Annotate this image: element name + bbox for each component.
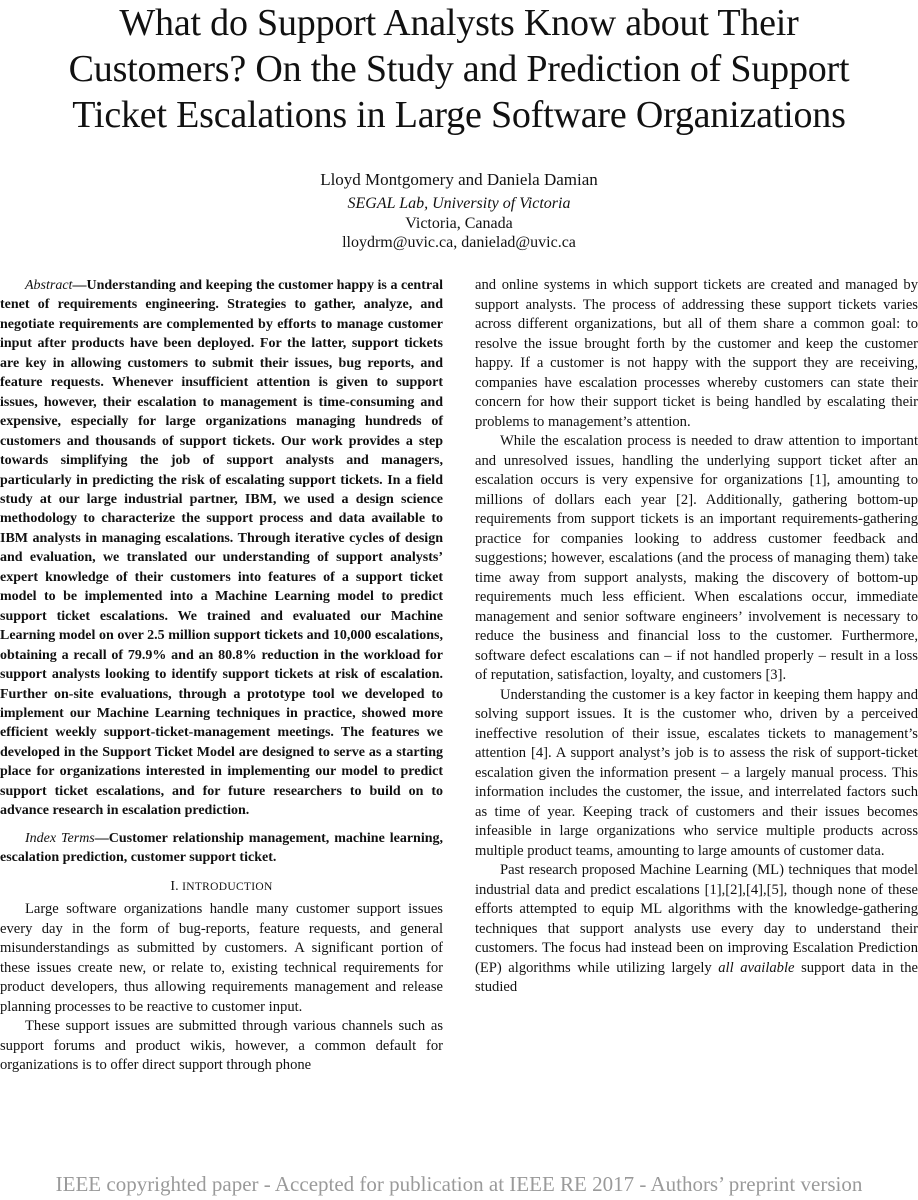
text-run: support data in the studied	[475, 959, 918, 995]
index-terms-label: Index Terms	[25, 830, 95, 846]
emphasis-text: all available	[718, 959, 795, 976]
abstract-text: —Understanding and keeping the customer happy is a central tenet of requirements engineering. Strategies to gather, analyze, and negotiate requirements are complemented by efforts to manage customer input after products have been deployed. For the latter, support tickets are key in allowing customers to submit their issues, bug reports, and feature requests. Whenever insufficient attention is given to support issues, however, their escalation to management is time-consuming and expensive, especially for large organizations managing hundreds of customers and thousands of support tickets. Our work provides a step towards simplifying the job of support analysts and managers, particularly in predicting the risk of escalating support tickets. In a field study at our large industrial partner, IBM, we used a design science methodology to characterize the support process and data available to IBM analysts in managing escalations. Through iterative cycles of design and evaluation, we translated our understanding of support analysts’ expert knowledge of their customers into features of a support ticket model to be implemented into a Machine Learning model to predict support ticket escalations. We trained and evaluated our Machine Learning model on over 2.5 million support tickets and 10,000 escalations, obtaining a recall of 79.9% and an 80.8% reduction in the workload for support analysts looking to identify support tickets at risk of escalation. Further on-site evaluations, through a prototype tool we developed to implement our Machine Learning techniques in practice, showed more efficient weekly support-ticket-management meetings. The features we developed in the Support Ticket Model are designed to serve as a starting place for organizations interested in implementing our model to predict support ticket escalations, and for future researchers to build on to advance research in escalation prediction.	[0, 278, 443, 819]
body-paragraph-last	[475, 861, 918, 998]
body-paragraph: and online systems in which support tickets are created and managed by support analysts. The process of addressing these support tickets varies across different organizations, but all of them share a common goal: to resolve the issue brought forth by the customer and keep the customer happy. If a customer is not happy with the support they are receiving, companies have escalation processes whereby customers can state their concern for how their support ticket is being handled by escalating their problems to management’s attention.	[475, 277, 918, 430]
body-paragraph: While the escalation process is needed to draw attention to important and unresolved issues, handling the underlying support ticket after an escalation occurs is very expensive for organizations [1], amounting to millions of dollars each year [2]. Additionally, gathering bottom-up requirements from support tickets is an important requirements-gathering practice for companies looking to address customer feedback and suggestions; however, escalations (and the process of managing them) take time away from support analysts, making the discovery of bottom-up requirements much less efficient. When escalations occur, immediate management and senior software engineers’ involvement is necessary to reduce the business and financial loss to the customer. Furthermore, software defect escalations can – if not handled properly – result in a loss of reputation, satisfaction, loyalty, and customers [3].	[475, 433, 918, 683]
authors: Lloyd Montgomery and Daniela Damian	[320, 170, 598, 189]
affiliation-emails: lloydrm@uvic.ca, danielad@uvic.ca	[342, 234, 576, 251]
text-run: Past research proposed Machine Learning (ML) techniques that model industrial data and predict escalations [1],[2],[4],[5], though none of these efforts attempted to equip ML algorithms with the knowledge-gathering techniques that support analysts use every day to understand their customers. The focus had instead been on improving Escalation Prediction (EP) algorithms while utilizing largely	[475, 862, 918, 976]
body-paragraph: Large software organizations handle many customer support issues every day in the form of bug-reports, feature requests, and general misunderstandings as submitted by customers. A significant portion of these issues create new, or relate to, existing technical requirements for product developers, thus allowing requirements management and release planning processes to be reactive to customer input.	[0, 901, 443, 1015]
affiliation	[0, 194, 918, 253]
affiliation-location: Victoria, Canada	[405, 214, 513, 232]
body-paragraph: These support issues are submitted through various channels such as support forums and product wikis, however, a common default for organizations is to offer direct support through phone	[0, 1018, 443, 1074]
section-number: I.	[170, 878, 183, 894]
abstract-label: Abstract	[25, 278, 73, 293]
copyright-footer: IEEE copyrighted paper - Accepted for publication at IEEE RE 2017 - Authors’ preprint version	[55, 1172, 863, 1196]
abstract	[0, 276, 443, 821]
title-line: Ticket Escalations in Large Software Organizations	[72, 94, 846, 136]
index-terms	[0, 829, 443, 868]
left-column	[0, 276, 443, 1076]
title-line: Customers? On the Study and Prediction of Support	[68, 48, 850, 90]
section-heading	[0, 877, 443, 898]
title-line: What do Support Analysts Know about Their	[119, 2, 799, 44]
index-terms-text: —Customer relationship management, machine learning, escalation prediction, customer support ticket.	[0, 830, 444, 866]
paper-title	[0, 0, 918, 138]
body-paragraph: Understanding the customer is a key factor in keeping them happy and solving support issues. It is the customer who, driven by a perceived ineffective resolution of their issue, escalates tickets to management’s attention [4]. A support analyst’s job is to assess the risk of support-ticket escalation given the information present – a largely manual process. This information includes the customer, the issue, and interrelated factors such as time of year. Keeping track of customers and their issues becomes infeasible in large organizations who service multiple products across multiple product teams, amounting to large amounts of customer data.	[475, 686, 918, 859]
section-title: INTRODUCTION	[182, 880, 273, 893]
right-column	[475, 276, 918, 998]
affiliation-lab: SEGAL Lab, University of Victoria	[347, 195, 571, 212]
